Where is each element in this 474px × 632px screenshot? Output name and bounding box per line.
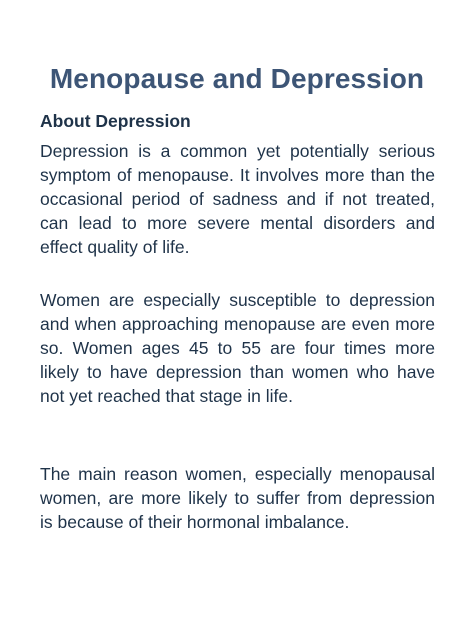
paragraph-about-depression: Depression is a common yet potentially serious symptom of menopause. It involves more than the occasional period of sadness and if not treated, can lead to more severe mental disorders and effect quality of life. — [40, 141, 435, 257]
paragraph-main-reason: The main reason women, especially menopausal women, are more likely to suffer from depression is because of their hormonal imbalance. — [40, 464, 435, 532]
section-heading: About Depression — [40, 111, 191, 131]
page-title: Menopause and Depression — [49, 62, 425, 94]
paragraph-women-susceptibility: Women are especially susceptible to depression and when approaching menopause are even more so. Women ages 45 to 55 are four times more likely to have depression than women who have not yet reached that stage in life. — [40, 290, 435, 406]
